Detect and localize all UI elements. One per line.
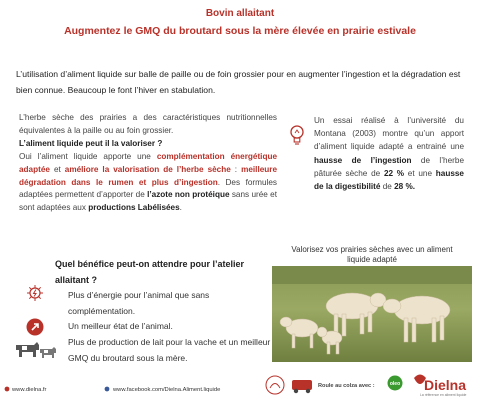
dielna-tagline: La référence en aliment liquide xyxy=(420,393,467,397)
valorise-question: L’aliment liquide peut il la valoriser ? xyxy=(19,138,163,148)
energy-icon xyxy=(26,284,44,302)
benefit-item-condition: Un meilleur état de l’animal. xyxy=(68,321,173,331)
website-link[interactable]: www.dielna.fr xyxy=(12,387,47,393)
cows-photo xyxy=(272,266,472,362)
study-box: Un essai réalisé à l’université du Montana (2003) montre qu’un apport d’aliment liquide adapté a entrainé une hausse de l’ingestion de l’herbe pâturée sèche de 22 % et une hausse de la digestibilité de 28 %. xyxy=(314,116,464,192)
benefit-question: Quel bénéfice peut-on attendre pour l’atelier allaitant ? xyxy=(55,259,245,285)
benefit-item-energy: Plus d’énergie pour l’animal que sans complémentation. xyxy=(68,290,210,316)
benefit-item-milk: Plus de production de lait pour la vache et un meilleur GMQ du broutard sous la mère. xyxy=(68,337,271,363)
dry-grass-text: L’herbe sèche des prairies a des caractéristiques nutritionnelles équivalentes à la paille ou au foin grossier. xyxy=(19,113,277,135)
facebook-link[interactable]: www.facebook.com/Dielna.Aliment.liquide xyxy=(113,387,221,393)
cow-and-calf-icon xyxy=(14,337,58,361)
oleo-logo: oleo xyxy=(389,381,401,387)
colza-text: Roule au colza avec : xyxy=(318,383,375,389)
intro-paragraph: L’utilisation d’aliment liquide sur balle de paille ou de foin grossier pour en augmenter l’ingestion et la dégradation est bien connue. Beaucoup le font l’hiver en stabulation. xyxy=(16,69,461,95)
page-subtitle: Augmentez le GMQ du broutard sous la mère élevée en prairie estivale xyxy=(64,25,416,37)
left-column: L’herbe sèche des prairies a des caractéristiques nutritionnelles équivalentes à la paille ou au foin grossier. L’aliment liquide peut il la valoriser ? Oui l’aliment liquide apporte une complémentation énergétique adaptée et améliore la valorisation de l’herbe sèche : meilleure dégradation dans le rumen et plus d’ingestion. Des formules adaptées permettent d’apporter de l’azote non protéique sans urée et sont adaptées aux productions Labélisées. xyxy=(19,113,278,213)
dielna-logo: Dielna xyxy=(424,377,467,393)
page-title: Bovin allaitant xyxy=(205,8,275,19)
arrow-up-right-icon xyxy=(26,318,44,336)
photo-caption: Valorisez vos prairies sèches avec un aliment liquide adapté xyxy=(291,245,453,264)
lightbulb-icon xyxy=(288,124,306,146)
footer-band xyxy=(0,368,480,402)
